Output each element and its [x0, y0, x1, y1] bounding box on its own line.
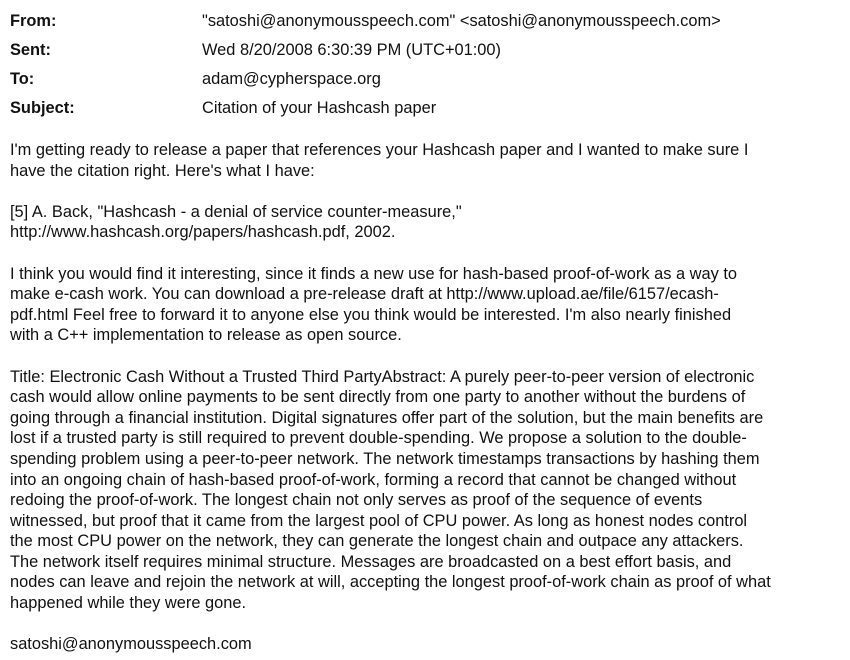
body-line: the most CPU power on the network, they can generate the longest chain and outpace any attackers.	[10, 532, 744, 551]
body-line: with a C++ implementation to release as open source.	[10, 326, 402, 345]
body-line: happened while they were gone.	[10, 594, 247, 613]
to-row	[10, 68, 840, 97]
subject-value: Citation of your Hashcash paper	[202, 99, 437, 117]
intro-paragraph	[10, 140, 845, 181]
from-row	[10, 10, 840, 39]
sent-label: Sent:	[10, 41, 51, 59]
interest-paragraph	[10, 264, 845, 346]
signature-paragraph	[10, 634, 845, 655]
sent-value: Wed 8/20/2008 6:30:39 PM (UTC+01:00)	[202, 41, 502, 59]
body-line: into an ongoing chain of hash-based proof-of-work, forming a record that cannot be changed without	[10, 470, 737, 489]
to-value: adam@cypherspace.org	[202, 70, 381, 88]
body-line: nodes can leave and rejoin the network at will, accepting the longest proof-of-work chain as proof of what	[10, 573, 771, 592]
from-label: From:	[10, 12, 57, 30]
to-label: To:	[10, 70, 35, 88]
body-line: redoing the proof-of-work. The longest chain not only serves as proof of the sequence of events	[10, 491, 703, 510]
sent-row	[10, 39, 840, 68]
body-line: witnessed, but proof that it came from the largest pool of CPU power. As long as honest nodes control	[10, 511, 748, 530]
body-line: I'm getting ready to release a paper that references your Hashcash paper and I wanted to make sure I	[10, 141, 749, 159]
signature: satoshi@anonymousspeech.com	[10, 635, 252, 654]
email-body	[10, 140, 845, 655]
body-line: http://www.hashcash.org/papers/hashcash.pdf, 2002.	[10, 223, 396, 242]
subject-label: Subject:	[10, 99, 75, 117]
body-line: Title: Electronic Cash Without a Trusted Third PartyAbstract: A purely peer-to-peer version of electronic	[10, 367, 755, 386]
body-line: going through a financial institution. Digital signatures offer part of the solution, but the main benefits are	[10, 408, 764, 427]
body-line: lost if a trusted party is still required to prevent double-spending. We propose a solution to the double-	[10, 429, 747, 448]
subject-row	[10, 97, 840, 126]
body-line: pdf.html Feel free to forward it to anyone else you think would be interested. I'm also nearly finished	[10, 305, 732, 324]
body-line: cash would allow online payments to be sent directly from one party to another without the burdens of	[10, 388, 746, 407]
body-line: [5] A. Back, "Hashcash - a denial of service counter-measure,"	[10, 202, 462, 221]
email-headers	[10, 10, 840, 126]
abstract-paragraph	[10, 367, 845, 614]
from-value: "satoshi@anonymousspeech.com" <satoshi@anonymousspeech.com>	[202, 12, 721, 30]
body-line: I think you would find it interesting, since it finds a new use for hash-based proof-of-work as a way to	[10, 264, 738, 283]
citation-paragraph	[10, 202, 845, 243]
body-line: The network itself requires minimal structure. Messages are broadcasted on a best effort basis, and	[10, 552, 732, 571]
body-line: make e-cash work. You can download a pre-release draft at http://www.upload.ae/file/6157/ecash-	[10, 285, 719, 304]
body-line: have the citation right. Here's what I have:	[10, 161, 315, 180]
body-line: spending problem using a peer-to-peer network. The network timestamps transactions by hashing them	[10, 449, 760, 468]
